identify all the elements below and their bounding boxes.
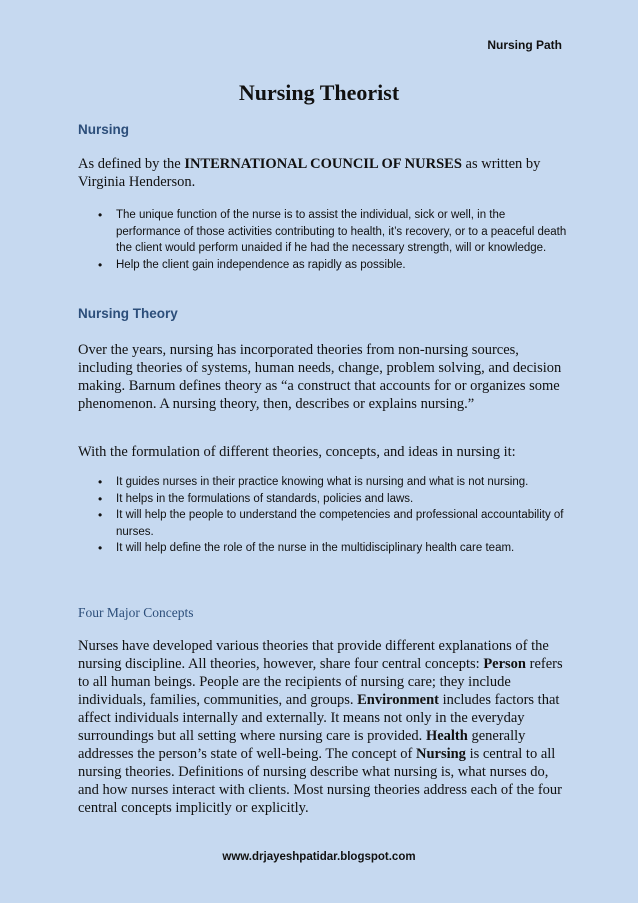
section-heading-four-concepts: Four Major Concepts [78,605,194,620]
section-four-concepts [78,605,568,621]
term-nursing: Nursing [415,746,466,762]
footer-url[interactable]: www.drjayeshpatidar.blogspot.com [222,851,416,863]
list-item [78,491,568,508]
list-item-text: It guides nurses in their practice knowing what is nursing and what is not nursing. [116,476,529,488]
list-item [78,257,568,274]
concepts-text-part: includes factors that affect individuals internally and externally. It means not only in the everyday surroundings but all setting where nursing care is provided. [78,692,560,744]
section-nursing-theory [78,306,568,321]
definition-suffix: as written by Virginia Henderson. [78,156,541,190]
list-item-text: It helps in the formulations of standards, policies and laws. [116,492,414,505]
concepts-text-part: Nurses have developed various theories that provide different explanations of the nursing discipline. All theories, however, share four central concepts: [78,638,549,672]
bullet-icon: • [98,508,103,522]
term-environment: Environment [357,692,440,708]
theory-lead [78,443,568,461]
page-title: Nursing Theorist [238,80,400,105]
list-item [78,540,568,557]
list-item [78,207,568,257]
term-person: Person [483,656,526,672]
section-heading-nursing: Nursing [78,122,130,137]
bullet-list [78,207,568,273]
definition-paragraph [78,155,568,191]
organization-name: INTERNATIONAL COUNCIL OF NURSES [184,156,462,172]
list-item-text: It will help the people to understand the competencies and professional accountability of nurses. [116,509,564,538]
definition-bullets [78,207,568,273]
theory-paragraph [78,341,568,413]
list-item-text: The unique function of the nurse is to assist the individual, sick or well, in the performance of those activities contributing to health, it’s recovery, or to a peaceful death the client would perform unaided if he had the necessary strength, will or knowledge. [116,209,567,254]
section-heading-nursing-theory: Nursing Theory [78,306,178,321]
concepts-paragraph [78,637,568,817]
bullet-icon: • [98,475,103,489]
list-item [78,474,568,491]
definition-text [78,155,568,191]
term-health: Health [425,728,468,744]
section-nursing [78,122,568,137]
concepts-text [78,637,568,817]
list-item-text: It will help define the role of the nurse in the multidisciplinary health care team. [116,542,515,554]
list-item [78,507,568,540]
concepts-text-part: generally addresses the person’s state of well-being. The concept of [78,728,526,762]
bullet-icon: • [98,541,103,555]
theory-text: Over the years, nursing has incorporated theories from non-nursing sources, including theories of systems, human needs, change, problem solving, and decision making. Barnum defines theory as “a construct that accounts for or organizes some phenomenon. A nursing theory, then, describes or explains nursing.” [78,342,562,412]
bullet-list [78,474,568,557]
bullet-icon: • [98,208,103,222]
bullet-icon: • [98,257,103,272]
theory-lead-text: With the formulation of different theories, concepts, and ideas in nursing it: [78,444,516,460]
definition-prefix: As defined by the [78,156,185,172]
list-item-text: Help the client gain independence as rapidly as possible. [116,258,406,271]
bullet-icon: • [98,491,103,506]
concepts-text-part: is central to all nursing theories. Definitions of nursing describe what nursing is, what nurses do, and how nurses interact with clients. Most nursing theories address each of the four central concepts implicitly or explicitly. [78,746,563,816]
concepts-text-part: refers to all human beings. People are the recipients of nursing care; they include individuals, families, communities, and groups. [78,656,563,708]
running-header: Nursing Path [487,38,562,52]
theory-bullets [78,474,568,557]
